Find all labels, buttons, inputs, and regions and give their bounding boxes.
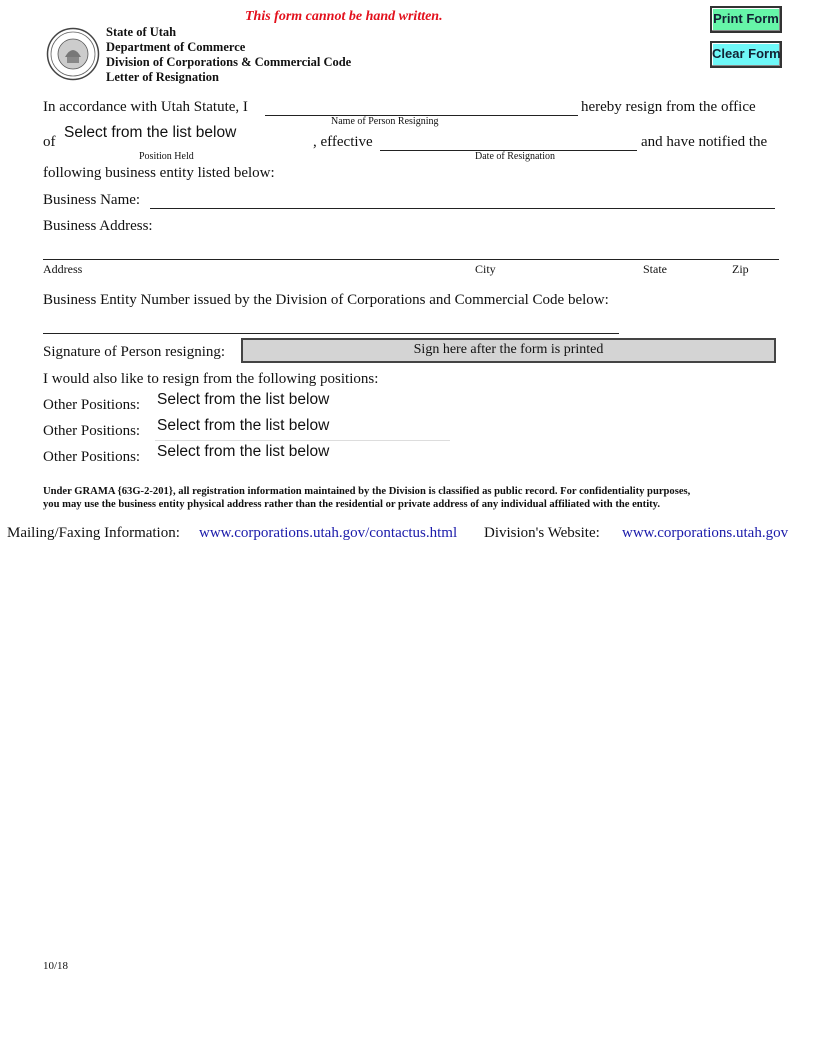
also-resign-text: I would also like to resign from the following positions: — [43, 371, 379, 387]
zip-caption: Zip — [732, 262, 749, 276]
business-name-label: Business Name: — [43, 192, 141, 208]
form-title: Letter of Resignation — [106, 70, 219, 84]
state-caption: State — [643, 262, 667, 276]
clear-form-button[interactable]: Clear Form — [710, 41, 782, 68]
mailing-label: Mailing/Faxing Information: — [7, 525, 180, 541]
grama-notice-line2: you may use the business entity physical address rather than the residential or private address of any individual affiliated with the entity. — [43, 499, 661, 510]
following-text: following business entity listed below: — [43, 165, 275, 181]
other-positions-select[interactable]: Select from the list below — [157, 417, 330, 434]
signature-label: Signature of Person resigning: — [43, 344, 226, 360]
other-positions-label: Other Positions: — [43, 423, 141, 439]
other-positions-select[interactable]: Select from the list below — [157, 443, 330, 460]
business-address-field[interactable] — [43, 259, 779, 260]
business-address-label: Business Address: — [43, 218, 153, 234]
position-held-select[interactable]: Select from the list below — [64, 124, 237, 141]
notified-text: and have notified the — [641, 134, 768, 150]
entity-number-label: Business Entity Number issued by the Division of Corporations and Commercial Code below: — [43, 292, 609, 308]
website-label: Division's Website: — [484, 525, 600, 541]
name-caption: Name of Person Resigning — [331, 116, 439, 127]
signature-box[interactable] — [241, 338, 776, 363]
entity-number-field[interactable] — [43, 333, 619, 334]
utah-seal-logo — [46, 27, 100, 81]
city-caption: City — [475, 262, 496, 276]
header-state: State of Utah — [106, 25, 177, 39]
intro-text: In accordance with Utah Statute, I — [43, 99, 248, 115]
contact-link[interactable]: www.corporations.utah.gov/contactus.html — [199, 525, 458, 541]
of-text: of — [43, 134, 56, 150]
signature-box-text: Sign here after the form is printed — [413, 342, 604, 357]
other-positions-select[interactable]: Select from the list below — [157, 391, 330, 408]
effective-text: , effective — [313, 134, 373, 150]
resign-office-text: hereby resign from the office — [581, 99, 756, 115]
date-caption: Date of Resignation — [475, 151, 555, 162]
grama-notice-line1: Under GRAMA {63G-2-201}, all registration information maintained by the Division is classified as public record. For confidentiality purposes, — [43, 486, 691, 497]
print-form-button[interactable]: Print Form — [710, 6, 782, 33]
form-version: 10/18 — [43, 960, 69, 972]
header-division: Division of Corporations & Commercial Code — [106, 55, 352, 69]
other-positions-label: Other Positions: — [43, 397, 141, 413]
address-caption: Address — [43, 262, 83, 276]
divider — [155, 440, 450, 441]
other-positions-label: Other Positions: — [43, 449, 141, 465]
website-link[interactable]: www.corporations.utah.gov — [622, 525, 789, 541]
position-caption: Position Held — [139, 151, 194, 162]
handwritten-notice: This form cannot be hand written. — [245, 9, 443, 24]
business-name-field[interactable] — [150, 208, 775, 209]
header-department: Department of Commerce — [106, 40, 246, 54]
